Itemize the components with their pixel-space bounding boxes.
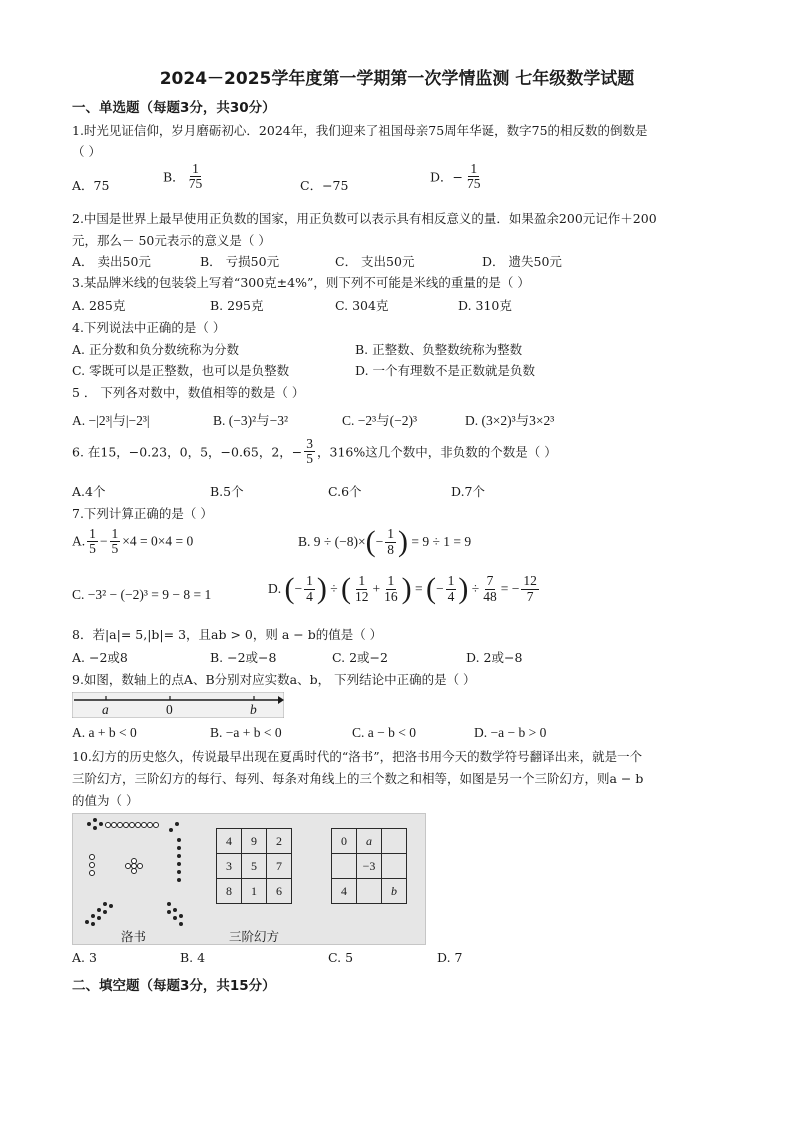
q1-option-d: D．− $\frac{1}{75}$ [430,161,481,192]
magic-cell: 6 [267,879,292,904]
q10-option-b: B. 4 [180,950,206,965]
q4-option-b: B. 正整数、负整数统称为整数 [355,342,523,357]
q4-option-a: A. 正分数和负分数统称为分数 [72,342,239,357]
q5-option-a: A. −|2³|与|−2³| [72,413,150,428]
q5-option-c: C. −2³与(−2)³ [342,413,418,428]
magic-cell: 4 [217,829,242,854]
puzzle-cell: 4 [332,879,357,904]
q3-option-a: A. 285克 [72,298,126,313]
q7-option-c: C. −3² − (−2)³ = 9 − 8 = 1 [72,587,212,602]
luoshu-label: 洛书 [121,929,147,944]
q6-option-a: A.4个 [72,484,106,499]
puzzle-cell: −3 [357,854,382,879]
q9-option-c: C. a − b < 0 [352,725,416,740]
q2-stem-line2: 元，那么－ 50元表示的意义是（ ） [72,233,271,248]
magic-cell: 9 [242,829,267,854]
q2-option-c: C． 支出50元 [335,254,415,269]
axis-label-a: a [102,702,109,717]
q6-stem: 6. 在15，−0.23，0，5，−0.65，2，− $\frac{3}{5}$ ，316%这几个数中，非负数的个数是（ ） [72,436,557,467]
axis-label-b: b [250,702,257,717]
q2-stem: 2.中国是世界上最早使用正负数的国家，用正负数可以表示具有相反意义的量．如果盈余200元记作＋200 [72,211,657,226]
puzzle-cell [357,879,382,904]
q6-option-c: C.6个 [328,484,362,499]
q1-stem-paren: （ ） [72,144,101,159]
magic-square-figure [72,813,426,945]
magic-cell: 3 [217,854,242,879]
number-line-figure [72,692,284,718]
puzzle-square-grid [331,828,407,904]
q8-option-a: A. −2或8 [72,650,128,665]
q5-option-d: D. (3×2)³与3×2³ [465,413,555,428]
q3-option-b: B. 295克 [210,298,264,313]
q10-stem: 10.幻方的历史悠久，传说最早出现在夏禹时代的“洛书”，把洛书用今天的数学符号翻译出来，就是一个 [72,749,643,764]
q10-stem-line2: 三阶幻方，三阶幻方的每行、每列、每条对角线上的三个数之和相等，如图是另一个三阶幻方，则a − b [72,771,644,786]
q3-option-d: D. 310克 [458,298,512,313]
magic-cell: 1 [242,879,267,904]
q3-stem: 3.某品牌米线的包装袋上写着“300克±4%”，则下列不可能是米线的重量的是（ ） [72,275,530,290]
q2-option-b: B． 亏损50元 [200,254,280,269]
q4-stem: 4.下列说法中正确的是（ ） [72,320,226,335]
q4-option-c: C. 零既可以是正整数，也可以是负整数 [72,363,290,378]
magic-cell: 2 [267,829,292,854]
puzzle-cell [332,854,357,879]
q8-option-c: C. 2或−2 [332,650,388,665]
q1-option-b: B． $\frac{1}{75}$ [163,161,203,192]
q10-option-a: A. 3 [72,950,97,965]
magic-square-grid [216,828,292,904]
q2-option-a: A． 卖出50元 [72,254,151,269]
puzzle-cell: b [382,879,407,904]
q6-option-b: B.5个 [210,484,244,499]
page-title: 2024－2025学年度第一学期第一次学情监测 七年级数学试题 [159,69,635,89]
puzzle-cell [382,829,407,854]
q3-option-c: C. 304克 [335,298,389,313]
magic-cell: 8 [217,879,242,904]
puzzle-cell: a [357,829,382,854]
magic-cell: 5 [242,854,267,879]
magic-cell: 7 [267,854,292,879]
q1-option-a: A．75 [72,178,110,193]
q9-stem: 9.如图，数轴上的点A、B分别对应实数a、b， 下列结论中正确的是（ ） [72,672,476,687]
q10-option-c: C. 5 [328,950,354,965]
section-heading-single-choice: 一、单选题（每题3分，共30分） [72,100,276,116]
q9-option-b: B. −a + b < 0 [210,725,282,740]
q8-stem: 8．若|a|= 5,|b|= 3，且ab > 0，则 a − b的值是（ ） [72,627,383,642]
q8-option-d: D. 2或−8 [466,650,523,665]
q4-option-d: D. 一个有理数不是正数就是负数 [355,363,536,378]
q1-stem: 1.时光见证信仰，岁月磨砺初心．2024年，我们迎来了祖国母亲75周年华诞，数字75的相反数的倒数是 [72,123,648,138]
puzzle-cell [382,854,407,879]
q7-option-a: A. $\frac{1}{5}$ − $\frac{1}{5}$ ×4 = 0×4 = 0 [72,526,194,557]
q2-option-d: D． 遗失50元 [482,254,562,269]
q7-option-d: D. (− $\frac{1}{4}$ ) ÷ ( $\frac{1}{12}$ + $\frac{1}{16}$ ) = (− $\frac{1}{4}$ ) ÷ $\frac{7}{48}$ = − $\frac{12}{7}$ [268,572,537,605]
q10-stem-line3: 的值为（ ） [72,793,139,808]
q6-option-d: D.7个 [451,484,486,499]
q1-option-c: C．−75 [300,178,349,193]
q7-stem: 7.下列计算正确的是（ ） [72,506,213,521]
q9-option-d: D. −a − b > 0 [474,725,547,740]
q7-option-b: B. 9 ÷ (−8)×(− $\frac{1}{8}$ ) = 9 ÷ 1 = 9 [298,525,472,558]
q9-option-a: A. a + b < 0 [72,725,137,740]
section-heading-fill-in: 二、填空题（每题3分，共15分） [72,978,276,994]
q5-stem: 5 ． 下列各对数中，数值相等的数是（ ） [72,385,305,400]
q5-option-b: B. (−3)²与−3² [213,413,289,428]
q8-option-b: B. −2或−8 [210,650,277,665]
q10-option-d: D. 7 [437,950,463,965]
axis-label-zero: 0 [166,702,173,717]
puzzle-cell: 0 [332,829,357,854]
magic-square-label: 三阶幻方 [229,929,280,944]
